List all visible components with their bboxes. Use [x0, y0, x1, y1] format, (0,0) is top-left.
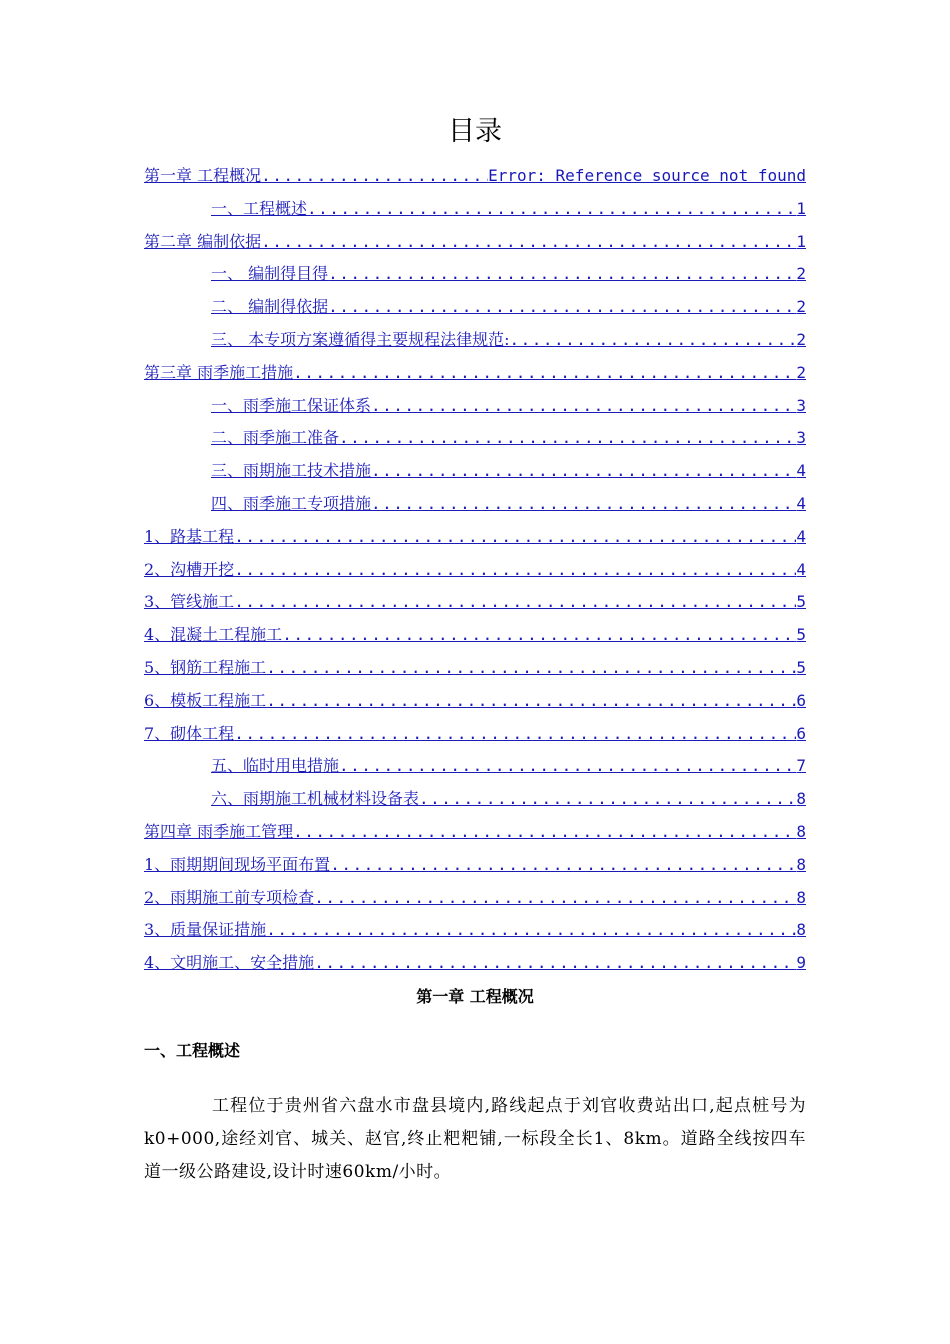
toc-entry-link[interactable]: [144, 291, 806, 324]
toc-entry-link[interactable]: [144, 947, 806, 980]
toc-entry-text: 四、雨季施工专项措施: [211, 493, 372, 513]
toc-entry-text: 2、雨期施工前专项检查: [144, 887, 315, 907]
toc-page-number: 8: [796, 821, 806, 841]
toc-page-number: 8: [796, 887, 806, 907]
toc-page-number: 3: [796, 428, 806, 448]
toc-entry-text: 7、砌体工程: [144, 723, 235, 743]
toc-page-number: 5: [796, 657, 806, 677]
toc-leader-dots: [282, 619, 796, 652]
body-paragraph: 工程位于贵州省六盘水市盘县境内,路线起点于刘官收费站出口,起点桩号为k0+000,途经刘官、城关、赵官,终止粑粑铺,一标段全长1、8km。道路全线按四车道一级公路建设,设计时速60km/小时。: [144, 1096, 806, 1182]
toc-leader-dots: [266, 652, 796, 685]
toc-leader-dots: [234, 521, 796, 554]
toc-entry-text: 一、 编制得目得: [211, 264, 329, 284]
toc-page-number: 4: [796, 493, 806, 513]
toc-leader-dots: [371, 455, 796, 488]
toc-leader-dots: [314, 947, 796, 980]
toc-entry-text: 第三章 雨季施工措施: [144, 362, 294, 382]
toc-page-number: 8: [796, 854, 806, 874]
toc-entry-link[interactable]: [144, 193, 806, 226]
toc-entry-text: 1、雨期期间现场平面布置: [144, 854, 331, 874]
toc-page-number: 7: [796, 756, 806, 776]
toc-leader-dots: [339, 422, 796, 455]
toc-entry-link[interactable]: [144, 422, 806, 455]
toc-entry-link[interactable]: [144, 914, 806, 947]
toc-leader-dots: [261, 160, 488, 193]
toc-leader-dots: [328, 258, 796, 291]
toc-entry-text: 3、管线施工: [144, 592, 235, 612]
toc-entry-text: 5、钢筋工程施工: [144, 657, 267, 677]
toc-entry-text: 三、 本专项方案遵循得主要规程法律规范:: [211, 329, 510, 349]
toc-entry-text: 3、质量保证措施: [144, 920, 267, 940]
toc-leader-dots: [328, 291, 796, 324]
toc-entry-link[interactable]: [144, 258, 806, 291]
toc-page-number: 1: [796, 231, 806, 251]
toc-page-number: 8: [796, 920, 806, 940]
toc-entry-text: 1、路基工程: [144, 526, 235, 546]
toc-entry-link[interactable]: [144, 849, 806, 882]
toc-entry-link[interactable]: [144, 488, 806, 521]
toc-entry-link[interactable]: [144, 783, 806, 816]
toc-entry-text: 二、雨季施工准备: [211, 428, 340, 448]
toc-entry-link[interactable]: [144, 619, 806, 652]
toc-page-number: Error: Reference source not found: [488, 166, 806, 185]
toc-entry-text: 4、混凝土工程施工: [144, 625, 283, 645]
toc-entry-text: 一、雨季施工保证体系: [211, 395, 372, 415]
toc-entry-text: 三、雨期施工技术措施: [211, 461, 372, 481]
toc-entry-text: 6、模板工程施工: [144, 690, 267, 710]
toc-leader-dots: [314, 882, 796, 915]
toc-entry-text: 一、工程概述: [211, 198, 308, 218]
toc-entry-text: 六、雨期施工机械材料设备表: [211, 789, 420, 809]
toc-page-number: 1: [796, 198, 806, 218]
toc-page-number: 3: [796, 395, 806, 415]
toc-page-number: 5: [796, 625, 806, 645]
toc-leader-dots: [419, 783, 796, 816]
toc-entry-link[interactable]: [144, 685, 806, 718]
toc-leader-dots: [234, 718, 796, 751]
toc-entry-link[interactable]: [144, 554, 806, 587]
toc-leader-dots: [266, 685, 796, 718]
toc-entry-link[interactable]: [144, 390, 806, 423]
toc-entry-link[interactable]: [144, 750, 806, 783]
toc-entry-link[interactable]: [144, 882, 806, 915]
toc-entry-link[interactable]: [144, 652, 806, 685]
table-of-contents: [144, 160, 806, 980]
toc-entry-link[interactable]: [144, 160, 806, 193]
toc-page-number: 2: [796, 264, 806, 284]
toc-entry-link[interactable]: [144, 226, 806, 259]
chapter-heading: 第一章 工程概况: [416, 987, 534, 1006]
toc-entry-link[interactable]: [144, 586, 806, 619]
toc-title: 目录: [448, 116, 502, 147]
toc-leader-dots: [293, 357, 796, 390]
toc-leader-dots: [371, 488, 796, 521]
toc-page-number: 2: [796, 329, 806, 349]
toc-page-number: 6: [796, 690, 806, 710]
toc-leader-dots: [509, 324, 796, 357]
toc-leader-dots: [266, 914, 796, 947]
toc-entry-link[interactable]: [144, 357, 806, 390]
toc-entry-link[interactable]: [144, 455, 806, 488]
toc-leader-dots: [261, 226, 796, 259]
toc-leader-dots: [307, 193, 796, 226]
section-heading: 一、工程概述: [144, 1041, 241, 1060]
toc-leader-dots: [234, 554, 796, 587]
toc-entry-link[interactable]: [144, 816, 806, 849]
toc-entry-link[interactable]: [144, 324, 806, 357]
toc-entry-text: 第二章 编制依据: [144, 231, 262, 251]
toc-page-number: 8: [796, 789, 806, 809]
toc-page-number: 5: [796, 592, 806, 612]
toc-entry-text: 4、文明施工、安全措施: [144, 953, 315, 973]
toc-leader-dots: [234, 586, 796, 619]
toc-entry-text: 2、沟槽开挖: [144, 559, 235, 579]
toc-page-number: 4: [796, 559, 806, 579]
toc-page-number: 2: [796, 362, 806, 382]
toc-entry-text: 第四章 雨季施工管理: [144, 821, 294, 841]
toc-entry-text: 二、 编制得依据: [211, 297, 329, 317]
toc-leader-dots: [339, 750, 796, 783]
toc-entry-link[interactable]: [144, 521, 806, 554]
toc-leader-dots: [330, 849, 796, 882]
toc-page-number: 2: [796, 297, 806, 317]
toc-leader-dots: [371, 390, 796, 423]
toc-page-number: 4: [796, 526, 806, 546]
toc-page-number: 6: [796, 723, 806, 743]
toc-entry-text: 五、临时用电措施: [211, 756, 340, 776]
toc-page-number: 9: [796, 953, 806, 973]
toc-entry-text: 第一章 工程概况: [144, 166, 262, 185]
toc-page-number: 4: [796, 461, 806, 481]
toc-leader-dots: [293, 816, 796, 849]
toc-entry-link[interactable]: [144, 718, 806, 751]
